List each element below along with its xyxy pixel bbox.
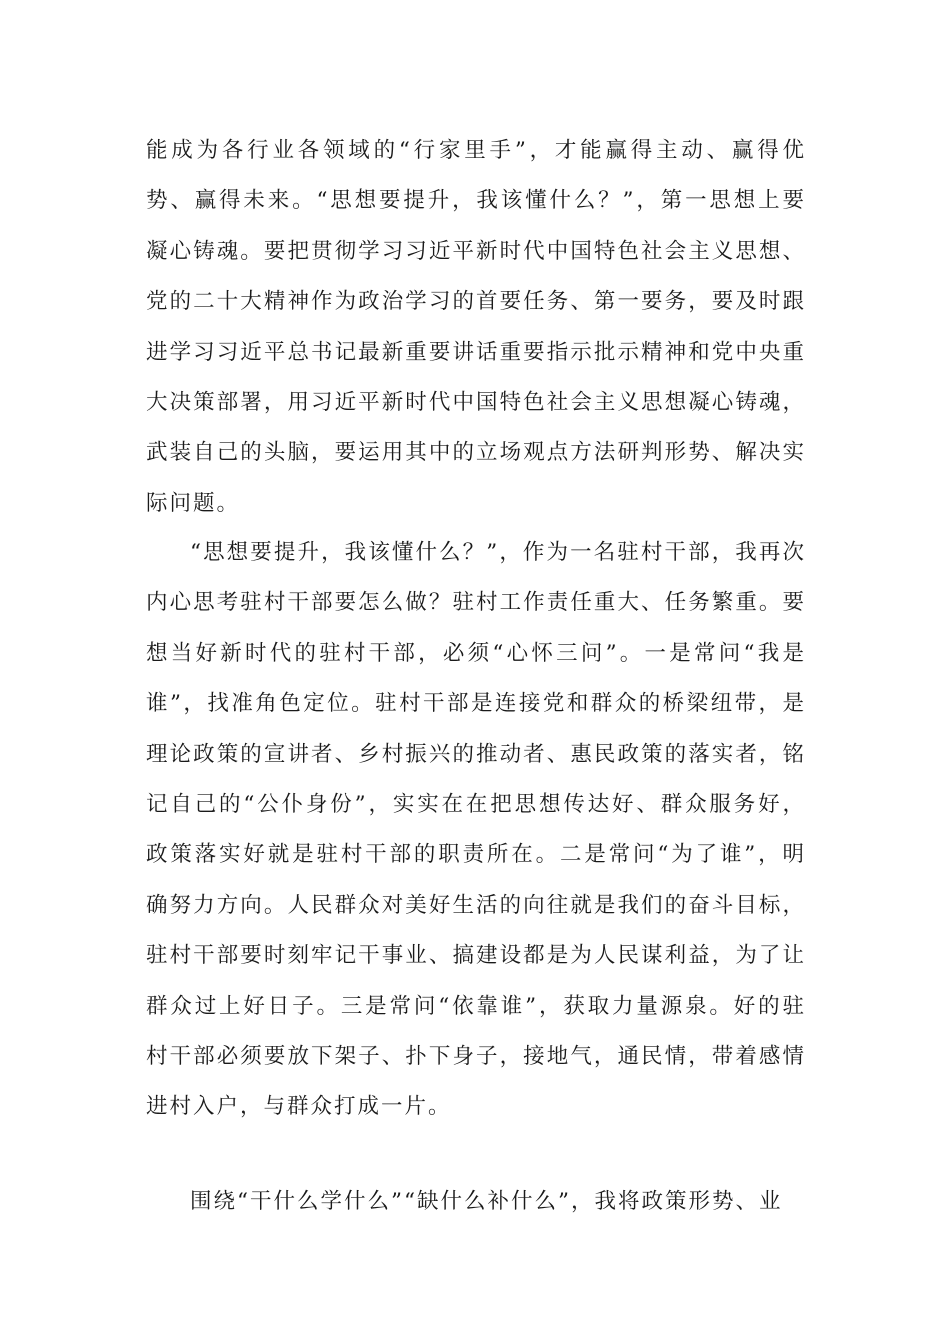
body-paragraph-3: 围绕“干什么学什么”“缺什么补什么”，我将政策形势、业: [190, 1189, 783, 1214]
body-paragraph-1: 能成为各行业各领域的“行家里手”，才能赢得主动、赢得优势、赢得未来。“思想要提升，我该懂什么？”，第一思想上要凝心铸魂。要把贯彻学习习近平新时代中国特色社会主义思想、党的二十大精神作为政治学习的首要任务、第一要务，要及时跟进学习习近平总书记最新重要讲话重要指示批示精神和党中央重大决策部署，用习近平新时代中国特色社会主义思想凝心铸魂，武装自己的头脑，要运用其中的立场观点方法研判形势、解决实际问题。: [146, 138, 806, 516]
body-paragraph-2: “思想要提升，我该懂什么？”，作为一名驻村干部，我再次内心思考驻村干部要怎么做？驻村工作责任重大、任务繁重。要想当好新时代的驻村干部，必须“心怀三问”。一是常问“我是谁”，找准角色定位。驻村干部是连接党和群众的桥梁纽带，是理论政策的宣讲者、乡村振兴的推动者、惠民政策的落实者，铭记自己的“公仆身份”，实实在在把思想传达好、群众服务好，政策落实好就是驻村干部的职责所在。二是常问“为了谁”，明确努力方向。人民群众对美好生活的向往就是我们的奋斗目标，驻村干部要时刻牢记干事业、搞建设都是为人民谋利益，为了让群众过上好日子。三是常问“依靠谁”，获取力量源泉。好的驻村干部必须要放下架子、扑下身子，接地气，通民情，带着感情进村入户，与群众打成一片。: [146, 540, 806, 1120]
